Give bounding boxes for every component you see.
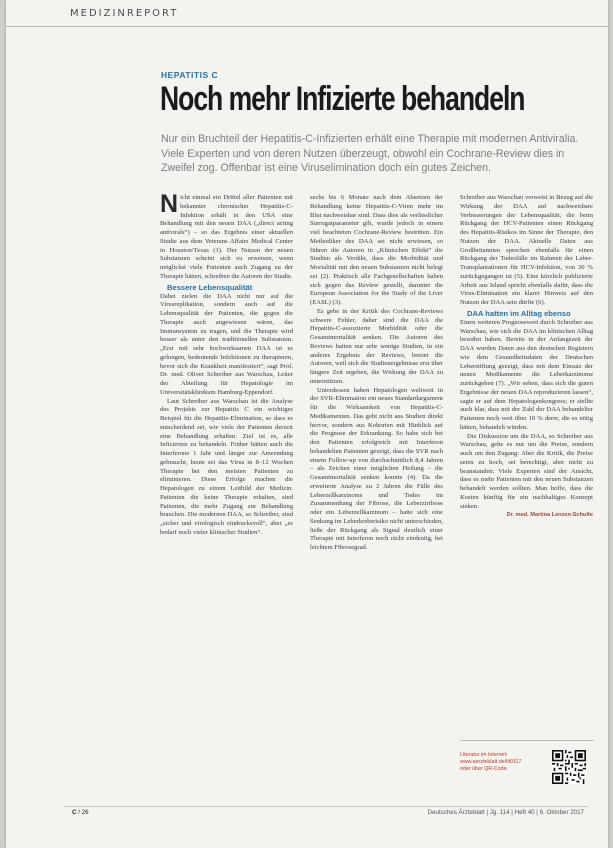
literature-box-text xyxy=(460,752,548,773)
author-byline: Dr. med. Martina Lenzen-Schulte xyxy=(506,512,593,519)
article-headline: Noch mehr Infizierte behandeln xyxy=(160,80,525,118)
article-paragraph: Dabei zielen die DAA nicht nur auf die Virusreplikation, sondern auch auf die Lebensqualität der Patienten, die gegen die Therapie auch angewiesen wären, das Immunsystem zu tragen, und die Therapie wird besser als unter den traditionellen Substanzen. „Erst mit sehr hochwirksamen DAA ist es gelungen, bedeutende Infektionen zu therapieren, bevor sich die Krankheit manifestiert“, sagt Prof. Dr. med. Oliver Schreiber aus Warschau, Leiter der Abteilung für Hepatologie im Universitätsklinikum Hamburg-Eppendorf. xyxy=(160,292,293,396)
article-paragraph: Die Diskussion um die DAA, so Schreiber aus Warschau, gehe es nur um die Preise, sondern auch um den Zugang: Aber die Kritik, die Preise seien zu hoch, sei berechtigt, aber nicht zu beanstanden: Viele Experten sind der Ansicht, dass es mehr Patienten mit den neuen Substanzen behandelt werden sollten. Man hoffe, dass die Kosten künftig für ein nachhaltiges Konzept sinken. xyxy=(460,432,593,510)
qr-code-icon[interactable] xyxy=(552,750,586,784)
literature-link[interactable]: www.aerzteblatt.de/lit0117 xyxy=(460,759,522,765)
article-kicker: HEPATITIS C xyxy=(161,70,219,80)
article-paragraph: sechs bis 6 Monate nach dem Absetzen der Behandlung keine Hepatitis-C-Viren mehr im Blut nachweisbar sind. Dass dies als verlässlicher Surrogatparameter gilt, wurde jedoch in einem viel beachteten Cochrane-Review bestritten. Ein Methodiker des DAA sei nicht erwiesen, so führen die Autoren in „Klinischen Effekt“ die Studien als Verdikt, dass die Morbidität und Mortalität mit den neuen Substanzen nicht belegt sei (2). Praktisch alle Fachgesellschaften haben sich gegen das Review gestellt, darunter die European Association for the Study of the Liver (EASL) (3). xyxy=(310,194,443,306)
rubric-divider xyxy=(6,26,608,27)
footer-divider xyxy=(64,806,588,807)
article-column-3 xyxy=(460,194,593,520)
journal-citation: Deutsches Ärzteblatt | Jg. 114 | Heft 40 | 6. Oktober 2017 xyxy=(427,809,584,816)
literature-box xyxy=(460,740,594,789)
magazine-page xyxy=(6,0,608,848)
article-paragraph: Unterdessen haben Hepatologen weltweit in der SVR-Elimination ein neues Standardargument für die Wirksamkeit von Hepatitis-C-Medikamenten. Das geht nicht aus Studien direkt hervor, sondern aus Kohorten mit Hinblick auf die Prognose der Erkrankung. So habe sich bei den Patienten erfolgreich mit Interferon behandelten Patienten gezeigt, dass die SVR nach einem Follow-up von durchschnittlich 8,4 Jahren – als Zeichen einer möglichen Heilung – die Gesamtmortalität senken konnte (4). Da die erweiterte Analyse zu 2 Jahren die Fälle des Leberzellkarzinoms und Todes im Zusammenhang der Fibrose, die Leberzirrhose oder ein Leberzellkarzinom – hatte sich eine Senkung im Leberkrebsrisiko nicht unterschieden, ließe der Rückgang als Signal deutlich einer Therapie mit Interferon noch nicht eindeutig, bei leichtem Fibrosegrad. xyxy=(310,386,443,551)
article-paragraph: Nicht einmal ein Drittel aller Patienten mit bekannter chronischer Hepatitis-C-Infektion erhält in den USA eine Behandlung mit den neuen DAA („direct acting antivirals“) – so das Ergebnis einer aktuellen Studie aus dem Veterans Affairs Medical Center in Houston/Texas (1). Der Nutzen der neuen Substanzen scheint sich zu erweisen, wenn möglichst viele Patienten auch Zugang zu der Therapie hätten, schreiben die Autoren der Studie. xyxy=(160,190,293,280)
article-lead: Nur ein Bruchteil der Hepatitis-C-Infizierten erhält eine Therapie mit modernen Antiviralia. Viele Experten und von deren Nutzen überzeugt, obwohl ein Cochrane-Review dies in Zweifel zog. Offenbar ist eine Viruselimination doch ein gutes Zeichen. xyxy=(161,133,579,174)
article-subheading: DAA hatten im Alltag ebenso xyxy=(467,308,571,318)
article-column-1 xyxy=(160,190,293,538)
article-paragraph: Laut Schreiber aus Warschau ist die Analyse des Projekts zur Hepatitis C ein wichtiges Beispiel für die Hepatitis-Elimination, so dass es entscheidend sei, wie viele der Patienten derzeit eine Behandlung erhalten. Ziel ist es, alle Infizierten zu behandeln. Früher hätten auch die Interferone 1 Jahr und länger zur Anwendung gebraucht, heute sei das Virus in 8–12 Wochen Therapie bei den meisten Patienten zu eliminieren. Diese Erfolge machen die Hepatologen zu einem Leitbild der Medizin. Patienten die keine Therapie erhalten, sind Patienten, die mehr Zugang zur Behandlung brauchen. Die modernen DAA, so Schreiber, sind „sicher und virologisch eindrucksvoll“, aber „es bedarf noch vieler klinischer Studien“. xyxy=(160,397,293,536)
article-paragraph: Einen weiteren Prognosewert durch Schreiber aus Warschau, wie sich die DAA im klinischen Alltag bewährt haben. Bereits in der Anfangszeit der DAA wurden Daten aus den deutschen Registern wie dem Gesundheitsdaten der Deutschen Leberstiftung gezeigt, dass mit dem Einsatz der neuen Medikamente die Leberkarzinome zurückgehen (7). „Wir sehen, dass sich die guten Ergebnisse der neuen DAA reproduzieren lassen“, sagte er auf dem Hepatologenkongress; er stellte auch klar, dass mit der Zahl der DAA behandelter Patienten noch weit über 10 % derer, die es nötig hätten, behandelt würden. xyxy=(460,318,593,431)
literature-label: Literatur im Internet: xyxy=(460,752,508,758)
literature-qr-hint: oder über QR-Code. xyxy=(460,766,508,772)
section-rubric: MEDIZINREPORT xyxy=(70,8,179,19)
drop-cap: N xyxy=(160,190,179,218)
page-number: C / 26 xyxy=(72,809,89,816)
article-paragraph: Schreiber aus Warschau verweist in Bezug auf die Wirkung der DAA auf nachweisbare Verbesserungen der Lebensqualität, die beim Rückgang der HCV-Patienten einen Rückgang des Hepatitis-Risikos im Sinne der Therapie, den Nutzen der DAA. Aktuelle Daten aus Großbritannien sprechen ebenfalls für einen Rückgang der Todesfälle im Rahmen der Leber-Transplantationen für HCV-Infektion, von 30 % zurückgegangen ist (5). Eine kürzlich publizierte Arbeit aus Island spricht ebenfalls dafür, dass die Virus-Elimination ein klarer Hinweis auf den Nutzen der DAA sein dürfte (6). xyxy=(460,194,593,306)
article-paragraph: Es gebe in der Kritik des Cochrane-Reviews schwere Fehler, daher sind die DAA die Hepatitis-C-assoziierte Morbidität oder die Gesamtmortalität senken. Die Autoren des Reviews hatten nur sehr wenige Studien, in ein anderes Ergebnis der Reviews, betont die Autoren, weil sich die Studienergebnisse erst über längere Zeit ergeben, die Wirkung der DAA zu unterstützen. xyxy=(310,307,443,385)
article-column-2 xyxy=(310,194,443,553)
article-subheading: Bessere Lebensqualität xyxy=(167,282,253,292)
